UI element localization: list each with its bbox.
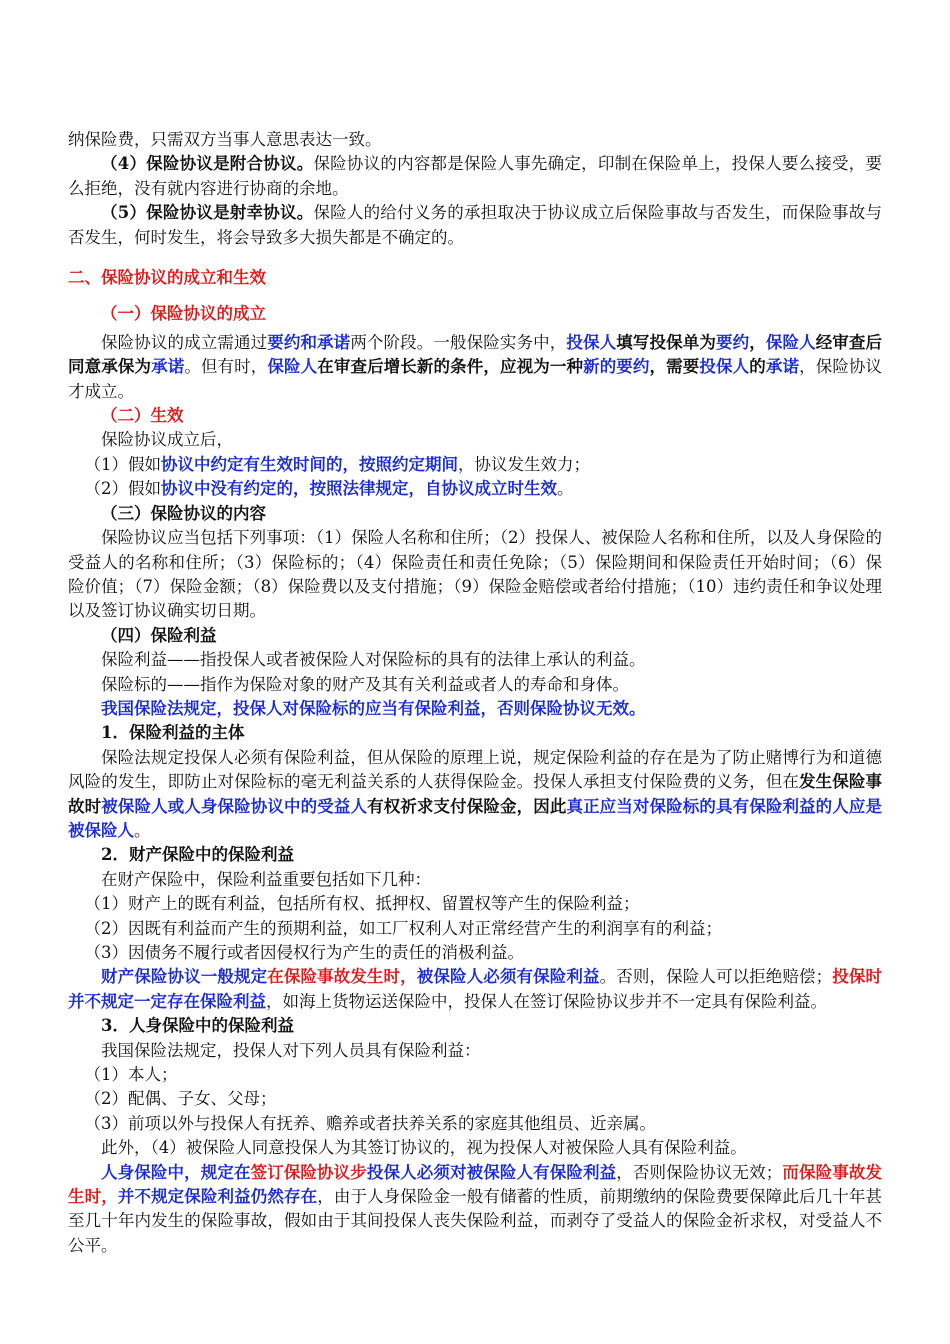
highlight-run: 被保险人或人身保险协议中的受益人 [101, 796, 368, 816]
text-run: ，由于人身保险金一般有储蓄的性质，前期缴纳的保险费要保障此后几十年甚至几十年内发生的保险事故，假如由于其间投保人丧失保险利益，而剥夺了受益人的保险金祈求权，对受益人不公平。 [68, 1187, 883, 1255]
paragraph-continuation [68, 128, 882, 152]
paragraph-establishment [68, 331, 882, 404]
paragraph-text: （1）本人； [84, 1065, 178, 1085]
law-statement: 我国保险法规定，投保人对保险标的应当有保险利益，否则保险协议无效。 [101, 698, 646, 718]
text-run: 。但有时， [184, 357, 268, 377]
bold-run: ，需要 [649, 357, 700, 377]
paragraph-text: （3）因债务不履行或者因侵权行为产生的责任的消极利益。 [84, 943, 524, 962]
text-run: 保险协议的成立需通过 [101, 332, 268, 352]
highlight-run: 要约 [715, 332, 750, 352]
paragraph-text: 保险人的给付义务的承担取决于协议成立后保险事故与否发生，而保险事故与否发生，何时发生，将会导致多大损失都是不确定的。 [68, 203, 882, 247]
text-run: （1）假如 [84, 454, 161, 474]
life-item-1 [68, 1063, 882, 1087]
property-item-2 [68, 917, 882, 941]
text-run: 两个阶段。一般保险实务中， [350, 332, 567, 352]
red-run: 投保时 [832, 967, 883, 987]
paragraph-text: 保险标的——指作为保险对象的财产及其有关利益或者人的寿命和身体。 [101, 674, 629, 694]
definition-insurable-interest [68, 648, 882, 672]
highlight-run: 财产保险协议一般规定 [101, 967, 268, 987]
property-item-1 [68, 892, 882, 916]
bold-run: 的 [749, 357, 766, 377]
effect-item-1 [68, 453, 882, 477]
definition-subject-matter [68, 673, 882, 697]
paragraph-text: 保险协议成立后， [101, 430, 233, 450]
red-run: 签订保险协议步 [250, 1162, 367, 1182]
highlight-run: 投保人 [699, 357, 750, 377]
highlight-run: 投保人 [566, 332, 617, 352]
subsection-heading-establishment: （一）保险协议的成立 [101, 304, 266, 324]
highlight-run: 协议中约定有生效时间的，按照约定期间 [161, 454, 458, 474]
red-run: 在保险事故发生时， [267, 967, 417, 987]
life-item-2 [68, 1087, 882, 1111]
highlight-run: 协议中没有约定的，按照法律规定，自协议成立时生效 [161, 479, 557, 499]
bold-run: 有权祈求支付保险金，因此 [367, 796, 567, 816]
highlight-run: 新的要约 [583, 357, 650, 377]
text-run: 。 [134, 820, 151, 840]
bold-run: 发生保险事故时 [68, 772, 883, 816]
paragraph-text: （2）因既有利益而产生的预期利益，如工厂权利人对正常经营产生的利润享有的利益； [84, 918, 722, 938]
paragraph-life-also [68, 1136, 882, 1160]
paragraph-property-rule [68, 965, 882, 1014]
highlight-run: 被保险人必须有保险利益 [416, 967, 600, 987]
paragraph-text: 在财产保险中，保险利益重要包括如下几种： [101, 869, 431, 889]
bold-run: 填写投保单为 [616, 332, 716, 352]
item-heading: （4）保险协议是附合协议。 [101, 154, 314, 174]
bold-run: ， [749, 332, 766, 352]
item-heading: （5）保险协议是射幸协议。 [101, 203, 314, 223]
text-run: ，如海上货物运送保险中，投保人在签订保险协议步并不一定具有保险利益。 [266, 991, 827, 1011]
subsection-heading-effect: （二）生效 [101, 406, 184, 426]
paragraph-text: 纳保险费，只需双方当事人意思表达一致。 [68, 130, 382, 149]
paragraph-text: 我国保险法规定，投保人对下列人员具有保险利益： [101, 1040, 481, 1060]
paragraph-adhesion-contract [68, 152, 882, 201]
subsection-heading-insurable-interest: （四）保险利益 [101, 625, 217, 645]
red-run: 而保险事故发生时， [68, 1162, 883, 1207]
text-run: ，协议发生效力； [458, 454, 590, 474]
highlight-run: 投保人必须对被保险人有保险利益 [366, 1162, 617, 1182]
paragraph-contract-content [68, 526, 882, 624]
paragraph-interest-subject [68, 746, 882, 844]
heading-interest-subject: 1．保险利益的主体 [101, 723, 245, 743]
paragraph-text: 保险协议的内容都是保险人事先确定，印制在保险单上，投保人要么接受，要么拒绝，没有就内容进行协商的余地。 [68, 154, 882, 198]
paragraph-effect-intro [68, 428, 882, 452]
highlight-run: 人身保险中，规定在 [101, 1162, 251, 1182]
text-run: 。否则，保险人可以拒绝赔偿； [599, 967, 833, 987]
paragraph-life-rule [68, 1161, 882, 1259]
document-page [68, 128, 882, 1258]
paragraph-text: 保险利益——指投保人或者被保险人对保险标的具有的法律上承认的利益。 [101, 650, 646, 670]
paragraph-text: 此外，（4）被保险人同意投保人为其签订协议的，视为投保人对被保险人具有保险利益。 [101, 1138, 747, 1158]
property-item-3 [68, 941, 882, 965]
text-run: ，保险协议才成立。 [68, 357, 883, 401]
highlight-run: 承诺 [765, 357, 800, 377]
text-run: 。 [557, 479, 574, 499]
bold-run: 在审查后增长新的条件，应视为一种 [317, 357, 584, 377]
paragraph-text: 保险协议应当包括下列事项：（1）保险人名称和住所；（2）投保人、被保险人名称和住所，以及人身保险的受益人的名称和住所；（3）保险标的；（4）保险责任和责任免除；（5）保险期间和保险责任开始时间；（6）保险价值；（7）保险金额；（8）保险费以及支付措施；（9）保险金赔偿或者给付措施；（10）违约责任和争议处理以及签订协议确实切日期。 [68, 528, 882, 621]
life-item-3 [68, 1112, 882, 1136]
paragraph-aleatory-contract [68, 201, 882, 250]
highlight-run: 要约和承诺 [267, 332, 351, 352]
paragraph-text: （1）财产上的既有利益，包括所有权、抵押权、留置权等产生的保险利益； [84, 894, 640, 914]
text-run: ，否则保险协议无效； [616, 1162, 783, 1182]
text-run: （2）假如 [84, 479, 161, 499]
paragraph-text: （3）前项以外与投保人有抚养、赡养或者扶养关系的家庭其他组员、近亲属。 [84, 1113, 656, 1133]
subsection-heading-content: （三）保险协议的内容 [101, 503, 266, 523]
highlight-run: 承诺 [151, 357, 185, 377]
paragraph-property-intro [68, 868, 882, 892]
highlight-run: 并不规定一定存在保险利益 [68, 991, 266, 1011]
effect-item-2 [68, 477, 882, 501]
text-run: 保险法规定投保人必须有保险利益，但从保险的原理上说，规定保险利益的存在是为了防止赌博行为和道德风险的发生，即防止对保险标的毫无利益关系的人获得保险金。投保人承担支付保险费的义务，但在 [68, 747, 882, 792]
highlight-run: 并不规定保险利益仍然存在 [117, 1187, 318, 1207]
section-heading: 二、保险协议的成立和生效 [68, 268, 266, 288]
heading-property-insurance: 2．财产保险中的保险利益 [101, 845, 294, 865]
paragraph-life-intro [68, 1039, 882, 1063]
highlight-run: 保险人 [765, 332, 816, 352]
highlight-run: 保险人 [267, 357, 318, 377]
heading-life-insurance: 3．人身保险中的保险利益 [101, 1016, 294, 1036]
paragraph-text: （2）配偶、子女、父母； [84, 1089, 277, 1109]
bold-run: 经审查后同意承保为 [68, 332, 883, 377]
highlight-run: 真正应当对保险标的具有保险利益的人应是被保险人 [68, 796, 883, 840]
